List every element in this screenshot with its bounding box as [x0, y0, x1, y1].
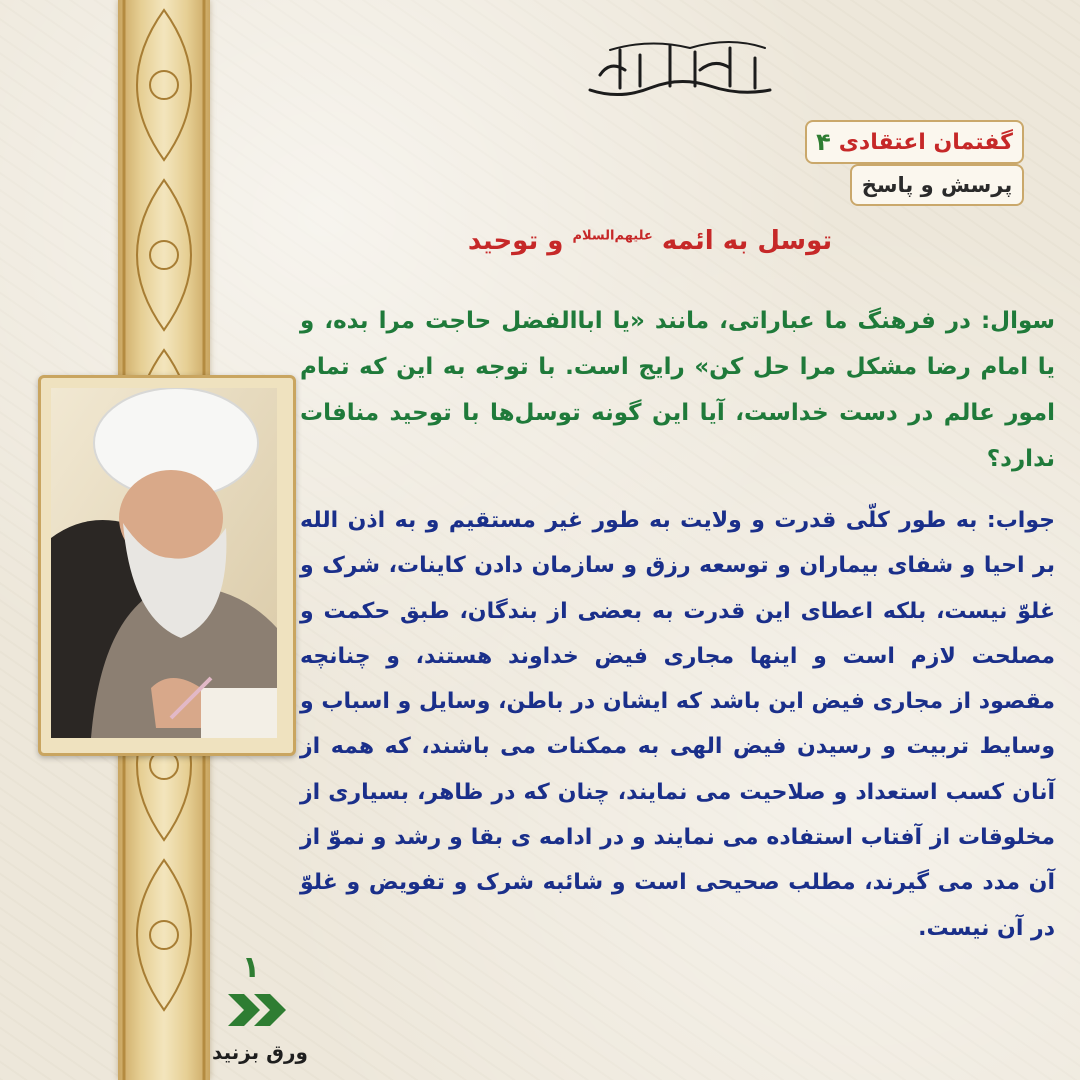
title-honorific: علیهم‌السلام [572, 228, 653, 244]
answer-label: جواب: [986, 508, 1056, 533]
swipe-label[interactable]: ورق بزنید [212, 1040, 308, 1064]
question-text: در فرهنگ ما عباراتی، مانند «یا اباالفضل حاجت مرا بده، و یا امام رضا مشکل مرا حل کن» رایج است. با توجه به این که تمام امور عالم در دست خداست، آیا این گونه توسل‌ها با توحید منافات ندارد؟ [300, 308, 1055, 472]
question-label: سوال: [980, 308, 1056, 334]
portrait-photo [38, 375, 296, 756]
question-paragraph [300, 298, 1055, 482]
page-title [300, 226, 1000, 256]
series-title: گفتمان اعتقادی [838, 129, 1013, 155]
title-text-before: توسل به ائمه [661, 226, 833, 256]
answer-text: به طور کلّی قدرت و ولایت به طور غیر مستقیم و به اذن الله بر احیا و شفای بیماران و توسعه رزق و سازمان دادن کاینات، شرک و غلوّ نیست، بلکه اعطای این قدرت به بعضی از بندگان، طبق حکمت و مصلحت لازم است و اینها مجاری فیض خداوند هستند، و چنانچه مقصود از مجاری فیض این باشد که ایشان در باطن، وسایل و اسباب و وسایط تربیت و رسیدن فیض الهی به ممکنات می باشند، که همه از آنان کسب استعداد و صلاحیت می نمایند، چنان که در ظاهر، بسیاری از مخلوقات از آفتاب استفاده می نمایند و در ادامه ی بقا و رشد و نموّ از آن مدد می گیرند، مطلب صحیحی است و شائبه شرک و تفویض و غلوّ در آن نیست. [300, 508, 1055, 941]
title-text-after: و توحید [467, 226, 564, 256]
double-chevron-icon[interactable] [222, 990, 294, 1030]
subtitle-badge [850, 164, 1024, 206]
answer-paragraph [300, 498, 1055, 951]
basmala-calligraphy-icon [580, 30, 780, 110]
subtitle-text: پرسش و پاسخ [861, 173, 1013, 197]
page-number: ۱ [241, 950, 261, 985]
series-number: ۴ [816, 128, 831, 156]
series-badge [805, 120, 1024, 164]
